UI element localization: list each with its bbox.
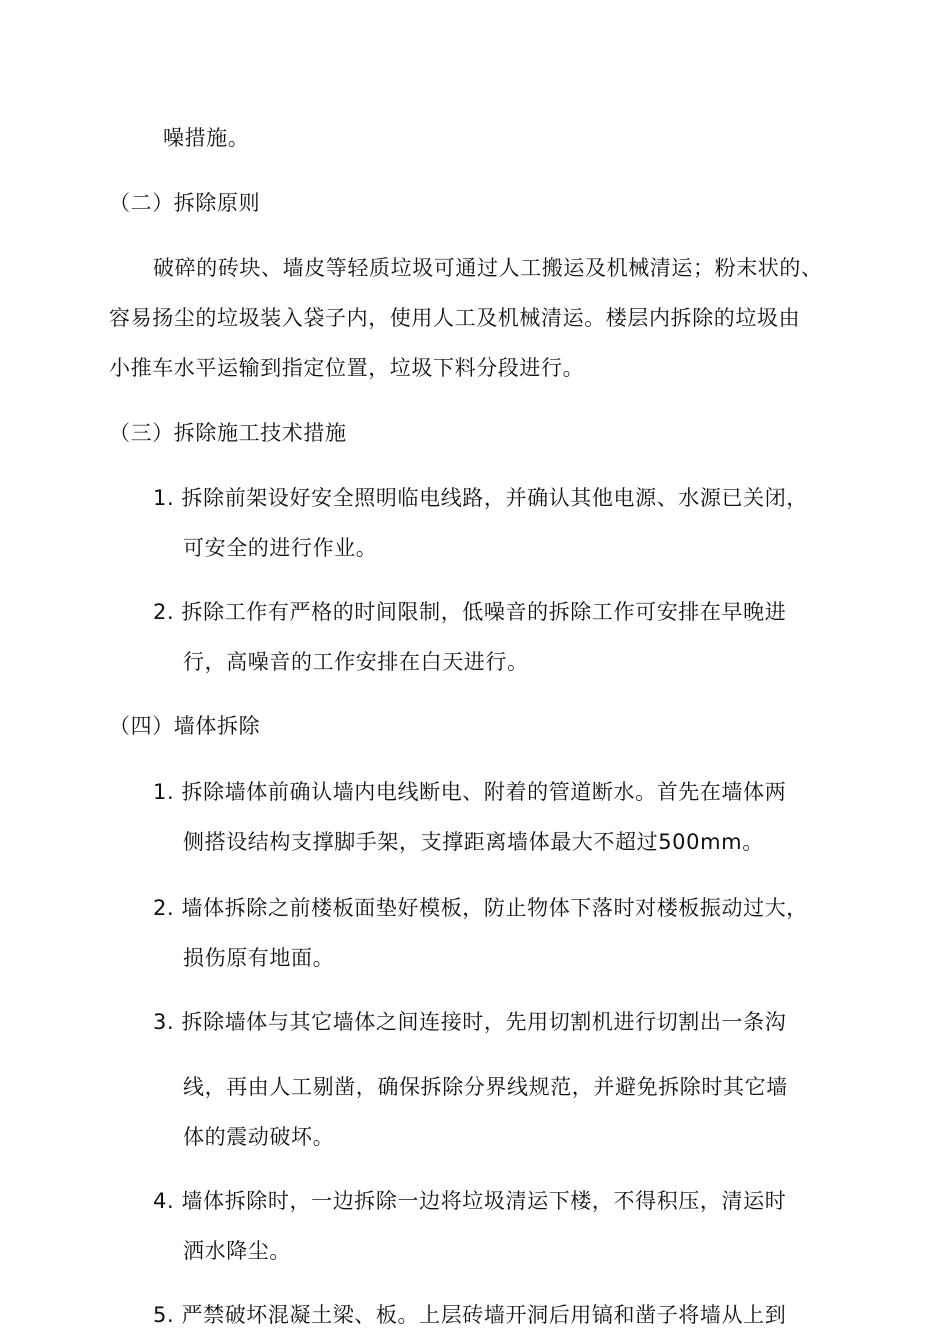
list-item-line: 3. 拆除墙体与其它墙体之间连接时，先用切割机进行切割出一条沟 <box>153 1010 787 1034</box>
list-item-line: 1. 拆除墙体前确认墙内电线断电、附着的管道断水。首先在墙体两 <box>153 780 787 804</box>
list-item-line: 5. 严禁破坏混凝土梁、板。上层砖墙开洞后用镐和凿子将墙从上到 <box>153 1303 787 1327</box>
list-item-line: 线，再由人工剔凿，确保拆除分界线规范，并避免拆除时其它墙 <box>183 1075 788 1099</box>
paragraph-line: 破碎的砖块、墙皮等轻质垃圾可通过人工搬运及机械清运；粉末状的、 <box>153 256 823 280</box>
paragraph-line: 容易扬尘的垃圾装入袋子内，使用人工及机械清运。楼层内拆除的垃圾由 <box>109 306 801 330</box>
section-heading-wall-demolition: （四）墙体拆除 <box>109 714 261 738</box>
list-item-line: 损伤原有地面。 <box>183 946 335 970</box>
list-item-line: 侧搭设结构支撑脚手架，支撑距离墙体最大不超过500mm。 <box>183 830 764 854</box>
list-item-line: 2. 墙体拆除之前楼板面垫好模板，防止物体下落时对楼板振动过大， <box>153 896 808 920</box>
list-item-line: 1. 拆除前架设好安全照明临电线路，并确认其他电源、水源已关闭， <box>153 486 808 510</box>
paragraph-continuation-line: 噪措施。 <box>163 126 250 150</box>
list-item-line: 体的震动破坏。 <box>183 1125 335 1149</box>
paragraph-line: 小推车水平运输到指定位置，垃圾下料分段进行。 <box>109 356 585 380</box>
list-item-line: 4. 墙体拆除时，一边拆除一边将垃圾清运下楼，不得积压，清运时 <box>153 1189 787 1213</box>
list-item-line: 可安全的进行作业。 <box>183 536 378 560</box>
list-item-line: 行，高噪音的工作安排在白天进行。 <box>183 650 529 674</box>
section-heading-demolition-principles: （二）拆除原则 <box>109 191 261 215</box>
section-heading-technical-measures: （三）拆除施工技术措施 <box>109 421 347 445</box>
list-item-line: 2. 拆除工作有严格的时间限制，低噪音的拆除工作可安排在早晚进 <box>153 600 787 624</box>
list-item-line: 洒水降尘。 <box>183 1239 291 1263</box>
